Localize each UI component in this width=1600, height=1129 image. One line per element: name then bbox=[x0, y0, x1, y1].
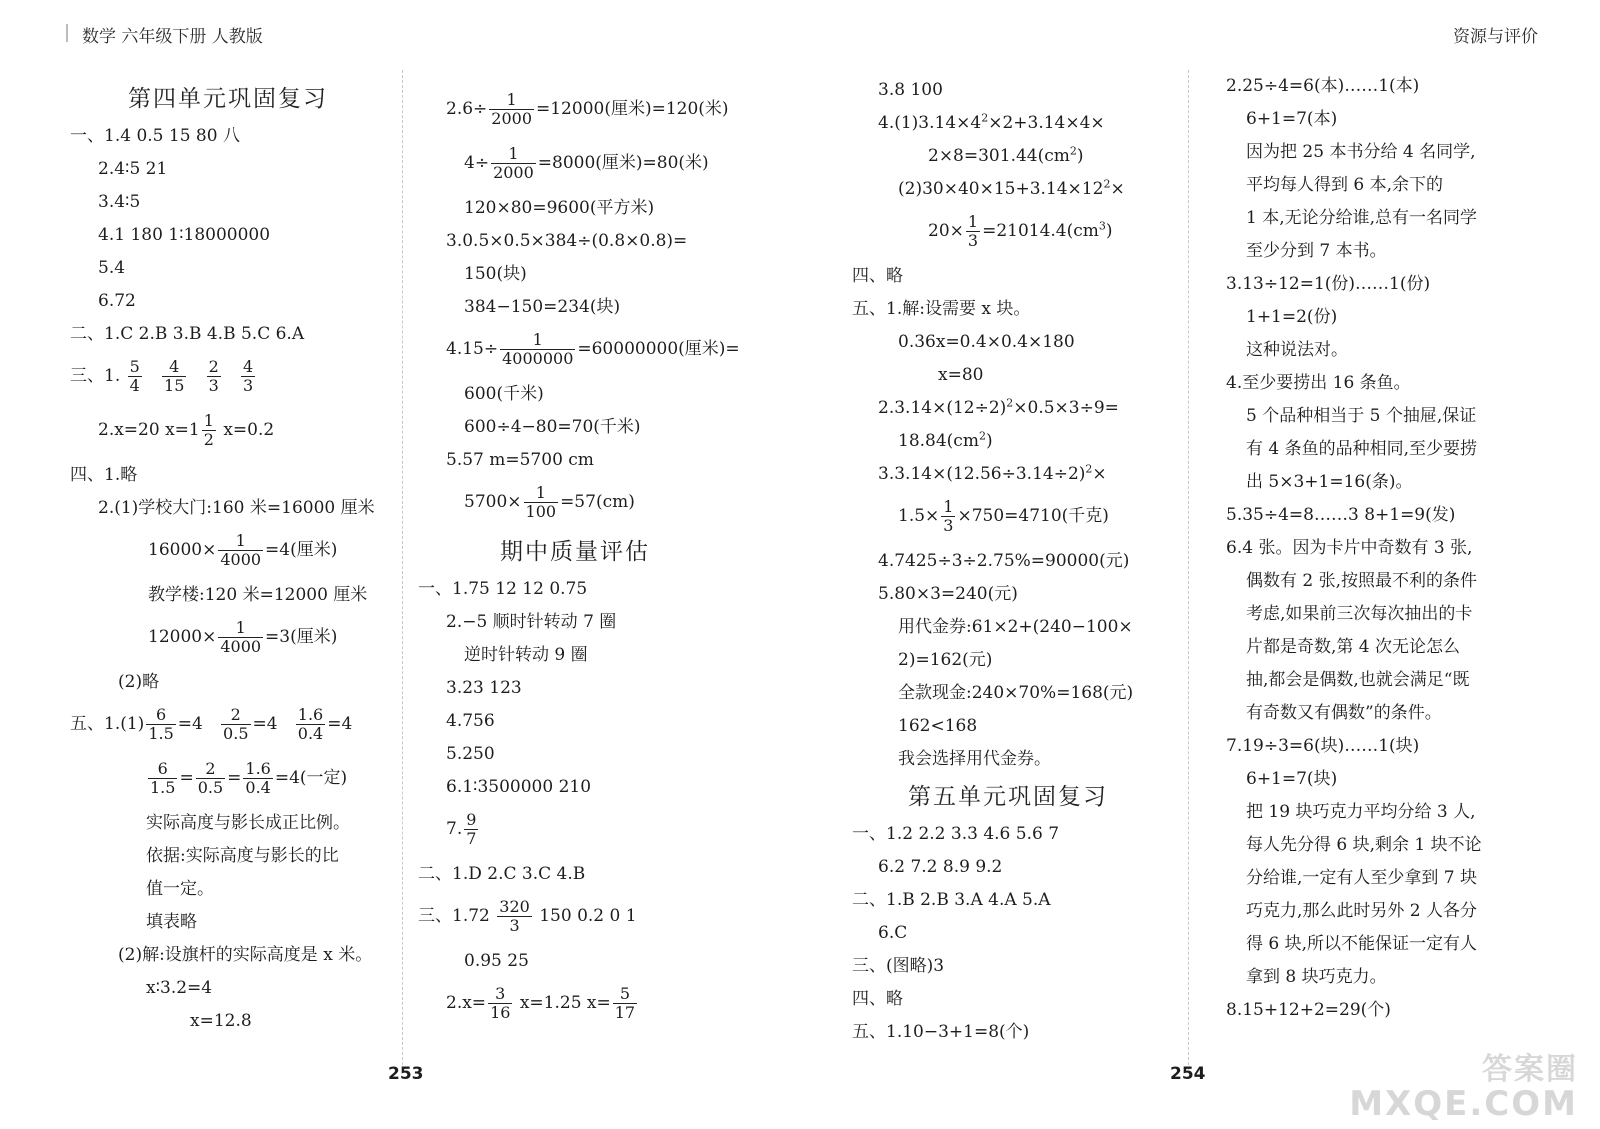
answer-line: 二、1.C 2.B 3.B 4.B 5.C 6.A bbox=[70, 324, 305, 344]
answer-line: 依据:实际高度与影长的比 bbox=[146, 846, 339, 866]
answer-line: 600(千米) bbox=[464, 384, 544, 404]
answer-line: 3.23 123 bbox=[446, 678, 522, 698]
fraction: $\frac{1}{2000}$ bbox=[493, 144, 534, 182]
answer-line: 考虑,如果前三次每次抽出的卡 bbox=[1246, 604, 1473, 624]
answer-line: 4.756 bbox=[446, 711, 495, 731]
answer-line bbox=[98, 405, 400, 459]
answer-line: 一、1.75 12 12 0.75 bbox=[418, 579, 588, 599]
answer-line: 得 6 块,所以不能保证一定有人 bbox=[1246, 934, 1478, 954]
answer-line: 三、1.72 $\frac{320}{3}$ 150 0.2 0 1 bbox=[418, 897, 637, 935]
answer-line: 因为把 25 本书分给 4 名同学, bbox=[1246, 142, 1476, 162]
answer-line: 6.72 bbox=[98, 291, 136, 311]
fraction: $\frac{1.6}{0.4}$ bbox=[297, 705, 324, 743]
header-left: 数学 六年级下册 人教版 bbox=[82, 27, 263, 47]
answer-line: 巧克力,那么此时另外 2 人各分 bbox=[1246, 901, 1478, 921]
answer-line: 有 4 条鱼的品种相同,至少要捞 bbox=[1246, 439, 1478, 459]
answer-line: 1 本,无论分给谁,总有一名同学 bbox=[1246, 208, 1478, 228]
answer-line: 4.1 180 1∶18000000 bbox=[98, 225, 271, 245]
answer-line: 这种说法对。 bbox=[1246, 340, 1348, 360]
answer-line: x∶3.2=4 bbox=[146, 978, 213, 998]
answer-line: $4.(1)3.14\times 4^2\times 2+3.14\times 4\times$ bbox=[878, 111, 1105, 133]
column-divider bbox=[1188, 70, 1189, 1070]
answer-line: (2)略 bbox=[118, 672, 160, 692]
fraction: $\frac{2}{0.5}$ bbox=[223, 705, 249, 743]
fraction: $\frac{320}{3}$ bbox=[499, 897, 530, 935]
answer-line: 2.25÷4=6(本)……1(本) bbox=[1226, 76, 1420, 96]
fraction: $\frac{3}{16}$ bbox=[490, 984, 511, 1022]
fraction: $\frac{4}{3}$ bbox=[243, 357, 254, 395]
answer-line: 0.95 25 bbox=[464, 951, 529, 971]
answer-line: 有奇数又有偶数”的条件。 bbox=[1246, 703, 1442, 723]
answer-line: 4.15÷ $\frac{1}{4000000}$ =60000000(厘米)= bbox=[446, 330, 740, 368]
answer-line: 五、1.(1) $\frac{6}{1.5}$ =4 $\frac{2}{0.5}$ =4 $\frac{1.6}{0.4}$ =4 bbox=[70, 705, 353, 743]
answer-line: 4.至少要捞出 16 条鱼。 bbox=[1226, 373, 1411, 393]
text: =4(厘米) bbox=[265, 540, 338, 560]
fraction: $\frac{6}{1.5}$ bbox=[148, 705, 174, 743]
answer-line: 三、(图略)3 bbox=[852, 956, 945, 976]
fraction: $\frac{5}{4}$ bbox=[129, 357, 140, 395]
answer-line: 3.0.5×0.5×384÷(0.8×0.8)= bbox=[446, 231, 688, 251]
column-divider bbox=[402, 70, 403, 1070]
fraction: $\frac{1}{2000}$ bbox=[491, 90, 532, 128]
answer-line: 5.57 m=5700 cm bbox=[446, 450, 594, 470]
answer-line: 一、1.4 0.5 15 80 八 bbox=[70, 126, 240, 146]
answer-line: 平均每人得到 6 本,余下的 bbox=[1246, 175, 1444, 195]
answer-line: 逆时针转动 9 圈 bbox=[464, 645, 588, 665]
answer-line: 162<168 bbox=[898, 716, 978, 736]
answer-line: 填表略 bbox=[146, 912, 197, 932]
page-number-right: 254 bbox=[1170, 1064, 1206, 1084]
answer-line: 4÷ $\frac{1}{2000}$ =8000(厘米)=80(米) bbox=[464, 144, 709, 182]
fraction: $\frac{6}{1.5}$ bbox=[150, 759, 176, 797]
answer-line: 片都是奇数,第 4 次无论怎么 bbox=[1246, 637, 1461, 657]
answer-line: 8.15+12+2=29(个) bbox=[1226, 1000, 1391, 1020]
section-title: 第五单元巩固复习 bbox=[908, 784, 1108, 810]
answer-line bbox=[148, 525, 400, 579]
answer-line: 二、1.D 2.C 3.C 4.B bbox=[418, 864, 586, 884]
answer-line: 偶数有 2 张,按照最不利的条件 bbox=[1246, 571, 1478, 591]
answer-line: x=80 bbox=[938, 365, 984, 385]
answer-line: $2\times 8=301.44(cm^2)$ bbox=[928, 144, 1084, 166]
answer-line: 20× $\frac{1}{3}$ $=21014.4(cm^3)$ bbox=[928, 212, 1113, 250]
answer-line: 拿到 8 块巧克力。 bbox=[1246, 967, 1387, 987]
answer-line: 3.13÷12=1(份)……1(份) bbox=[1226, 274, 1431, 294]
section-title: 期中质量评估 bbox=[500, 539, 650, 565]
answer-line: 1+1=2(份) bbox=[1246, 307, 1338, 327]
answer-line: 3.4∶5 bbox=[98, 192, 141, 212]
fraction: $\frac{1}{3}$ bbox=[967, 212, 979, 250]
answer-line: 五、1.10−3+1=8(个) bbox=[852, 1022, 1030, 1042]
header-bar bbox=[66, 24, 68, 42]
answer-line: 四、略 bbox=[852, 266, 903, 286]
answer-line: 教学楼:120 米=12000 厘米 bbox=[148, 585, 368, 605]
text: 2.x=20 x=1 bbox=[98, 420, 200, 440]
label: 五、1.(1) bbox=[70, 714, 145, 734]
answer-line: $2.3.14\times(12\div 2)^2\times 0.5\times 3\div 9=$ bbox=[878, 396, 1119, 418]
answer-line: 至少分到 7 本书。 bbox=[1246, 241, 1387, 261]
answer-line: 五、1.解:设需要 x 块。 bbox=[852, 299, 1031, 319]
text: x=0.2 bbox=[217, 420, 275, 440]
answer-line: $(2)30\times 40\times 15+3.14\times 12^2\times$ bbox=[898, 177, 1125, 199]
column-1 bbox=[70, 78, 400, 1038]
answer-line: 5.35÷4=8……3 8+1=9(发) bbox=[1226, 505, 1456, 525]
answer-line: 2.x= $\frac{3}{16}$ x=1.25 x= $\frac{5}{17}$ bbox=[446, 984, 636, 1022]
text: 16000× bbox=[148, 540, 217, 560]
answer-line: 2.6÷ $\frac{1}{2000}$ =12000(厘米)=120(米) bbox=[446, 90, 729, 128]
answer-line: 2)=162(元) bbox=[898, 650, 993, 670]
fraction: $\frac{1}{4000}$ bbox=[220, 531, 262, 569]
text: 12000× bbox=[148, 627, 217, 647]
answer-line: 4.7425÷3÷2.75%=90000(元) bbox=[878, 551, 1130, 571]
fraction: $\frac{9}{7}$ bbox=[466, 810, 477, 848]
answer-line: 600÷4−80=70(千米) bbox=[464, 417, 641, 437]
answer-line: (2)解:设旗杆的实际高度是 x 米。 bbox=[118, 945, 373, 965]
answer-line: 5.250 bbox=[446, 744, 495, 764]
answer-line: 0.36x=0.4×0.4×180 bbox=[898, 332, 1075, 352]
answer-line: $\frac{6}{1.5}$ = $\frac{2}{0.5}$ = $\frac{1.6}{0.4}$ =4(一定) bbox=[150, 759, 348, 797]
answer-line: $3.3.14\times(12.56\div 3.14\div 2)^2\times$ bbox=[878, 462, 1107, 484]
page-number-left: 253 bbox=[388, 1064, 424, 1084]
answer-line bbox=[148, 612, 400, 666]
answer-line: 把 19 块巧克力平均分给 3 人, bbox=[1246, 802, 1476, 822]
answer-line: 7. $\frac{9}{7}$ bbox=[446, 810, 477, 848]
watermark-logo: 答案圈 MXQE.COM bbox=[1349, 1052, 1578, 1124]
fraction: $\frac{1}{2}$ bbox=[203, 411, 214, 449]
section-title: 第四单元巩固复习 bbox=[128, 86, 328, 112]
answer-line: 2.−5 顺时针转动 7 圈 bbox=[446, 612, 617, 632]
answer-line: 一、1.2 2.2 3.3 4.6 5.6 7 bbox=[852, 824, 1060, 844]
answer-line: 我会选择用代金券。 bbox=[898, 749, 1051, 769]
answer-line: 值一定。 bbox=[146, 879, 214, 899]
answer-line: 出 5×3+1=16(条)。 bbox=[1246, 472, 1413, 492]
fraction: $\frac{1}{100}$ bbox=[525, 483, 557, 521]
column-2 bbox=[418, 84, 798, 1032]
answer-line: 实际高度与影长成正比例。 bbox=[146, 813, 350, 833]
answer-line: 用代金券:61×2+(240−100× bbox=[898, 617, 1133, 637]
answer-line: 四、1.略 bbox=[70, 465, 138, 485]
answer-line: 6.1∶3500000 210 bbox=[446, 777, 592, 797]
label: 三、1. bbox=[70, 366, 121, 386]
answer-line: 384−150=234(块) bbox=[464, 297, 621, 317]
answer-line: 5 个品种相当于 5 个抽屉,保证 bbox=[1246, 406, 1477, 426]
answer-line: 150(块) bbox=[464, 264, 527, 284]
answer-line: 1.5× $\frac{1}{3}$ ×750=4710(千克) bbox=[898, 497, 1109, 535]
answer-line: 分给谁,一定有人至少拿到 7 块 bbox=[1246, 868, 1478, 888]
answer-line: 全款现金:240×70%=168(元) bbox=[898, 683, 1134, 703]
answer-line: 四、略 bbox=[852, 989, 903, 1009]
answer-line: 6.C bbox=[878, 923, 908, 943]
answer-line bbox=[70, 351, 400, 405]
answer-line: 120×80=9600(平方米) bbox=[464, 198, 655, 218]
answer-line: 二、1.B 2.B 3.A 4.A 5.A bbox=[852, 890, 1051, 910]
text: =4(一定) bbox=[274, 768, 348, 788]
header-right: 资源与评价 bbox=[1453, 27, 1538, 47]
fraction: $\frac{4}{15}$ bbox=[164, 357, 185, 395]
fraction: $\frac{5}{17}$ bbox=[614, 984, 636, 1022]
answer-line: 7.19÷3=6(块)……1(块) bbox=[1226, 736, 1420, 756]
answer-line: x=12.8 bbox=[190, 1011, 252, 1031]
answer-line: 6+1=7(本) bbox=[1246, 109, 1338, 129]
answer-line: 5.4 bbox=[98, 258, 126, 278]
answer-line: 2.4∶5 21 bbox=[98, 159, 168, 179]
column-3 bbox=[852, 74, 1182, 1049]
fraction: $\frac{2}{0.5}$ bbox=[197, 759, 224, 797]
fraction: $\frac{1}{4000000}$ bbox=[502, 330, 574, 368]
text: =3(厘米) bbox=[265, 627, 338, 647]
answer-line: 5700× $\frac{1}{100}$ =57(cm) bbox=[464, 483, 635, 521]
answer-line: 5.80×3=240(元) bbox=[878, 584, 1018, 604]
answer-line: 6.4 张。因为卡片中奇数有 3 张, bbox=[1226, 538, 1473, 558]
answer-line: 6+1=7(块) bbox=[1246, 769, 1338, 789]
answer-line: 抽,都会是偶数,也就会满足“既 bbox=[1246, 670, 1470, 690]
answer-line: $18.84(cm^2)$ bbox=[898, 429, 993, 451]
answer-line: 每人先分得 6 块,剩余 1 块不论 bbox=[1246, 835, 1482, 855]
fraction: $\frac{1.6}{0.4}$ bbox=[245, 759, 271, 797]
answer-line: 6.2 7.2 8.9 9.2 bbox=[878, 857, 1003, 877]
fraction: $\frac{2}{3}$ bbox=[208, 357, 219, 395]
fraction: $\frac{1}{3}$ bbox=[943, 497, 954, 535]
answer-line: 3.8 100 bbox=[878, 80, 943, 100]
fraction: $\frac{1}{4000}$ bbox=[220, 618, 262, 656]
answer-line: 2.(1)学校大门:160 米=16000 厘米 bbox=[98, 498, 375, 518]
column-4 bbox=[1226, 70, 1566, 1027]
